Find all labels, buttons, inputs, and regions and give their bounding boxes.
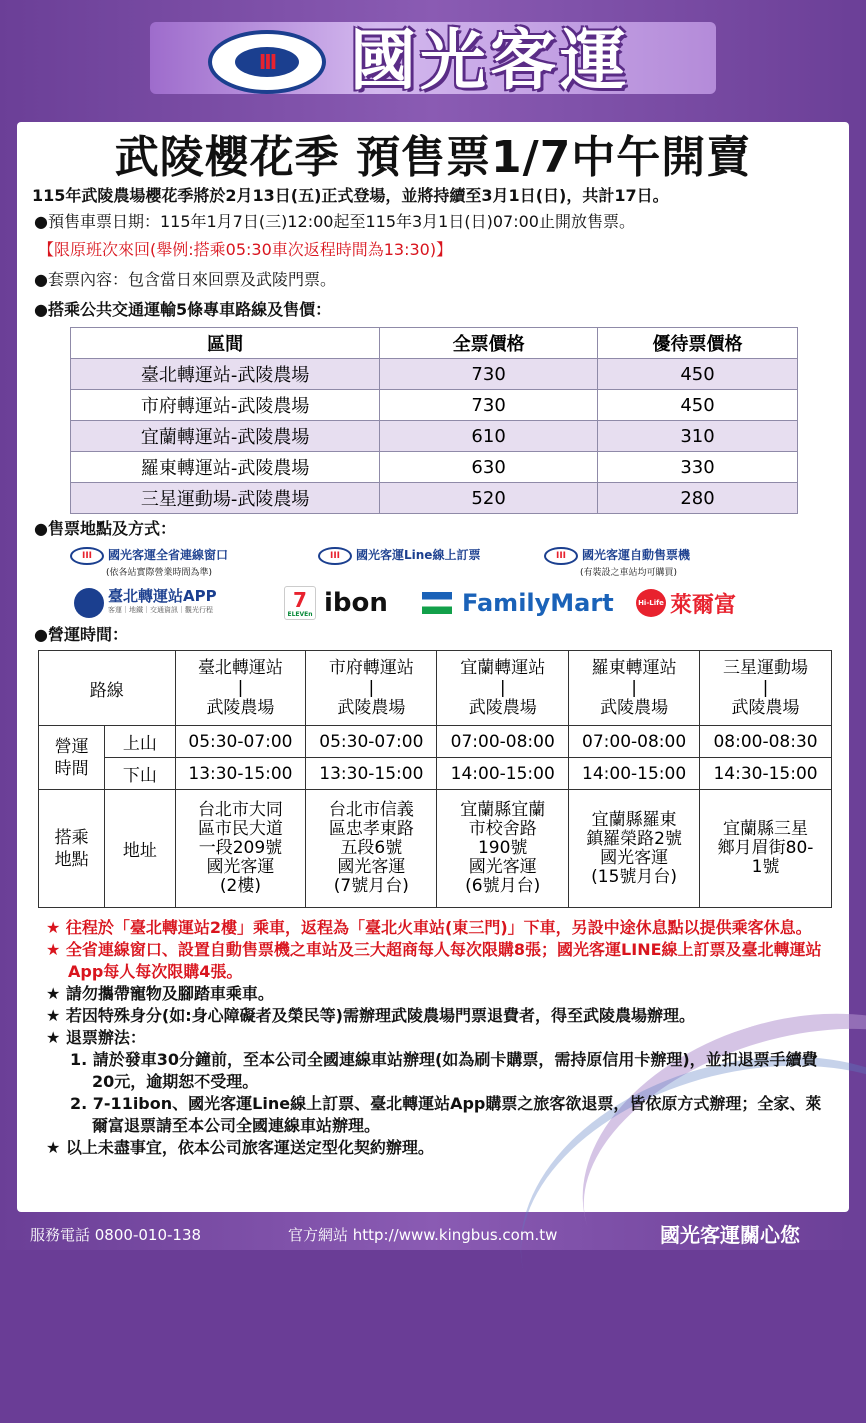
channel-label: 國光客運全省連線窗口 xyxy=(108,548,229,562)
routes-heading: ●搭乘公共交通運輸5條專車路線及售價： xyxy=(34,300,332,319)
kuo-kuang-mini-logo-icon: III xyxy=(544,547,578,565)
package-content: ●套票內容：包含當日來回票及武陵門票。 xyxy=(34,270,336,289)
seven-eleven-logo xyxy=(284,585,388,621)
brand-title: 國光客運 xyxy=(350,22,630,99)
discount-fare-cell: 280 xyxy=(598,483,798,514)
route-column-header xyxy=(700,651,832,726)
uphill-time: 05:30-07:00 xyxy=(306,726,437,758)
address-line: 鄉月眉街80- xyxy=(717,838,814,858)
route-origin: 臺北轉運站 xyxy=(197,658,283,678)
discount-fare-cell: 310 xyxy=(598,421,798,452)
full-fare-cell: 520 xyxy=(380,483,598,514)
table-header-row xyxy=(71,328,798,359)
route-separator: | xyxy=(368,678,375,698)
note-item: ★ 若因特殊身分(如:身心障礙者及榮民等)需辦理武陵農場門票退費者，得至武陵農場辦理。 xyxy=(46,1006,695,1025)
route-destination: 武陵農場 xyxy=(468,698,537,718)
seven-mark: 7 xyxy=(293,587,307,612)
route-cell: 臺北轉運站-武陵農場 xyxy=(71,359,380,390)
familymart-logo xyxy=(422,585,614,621)
route-cell: 市府轉運站-武陵農場 xyxy=(71,390,380,421)
schedule-table xyxy=(38,650,832,908)
discount-fare-cell: 330 xyxy=(598,452,798,483)
uphill-time: 07:00-08:00 xyxy=(569,726,700,758)
address-line: 五段6號 xyxy=(340,838,403,858)
app-name: 臺北轉運站APP xyxy=(108,587,217,605)
uphill-time: 08:00-08:30 xyxy=(700,726,832,758)
route-destination: 武陵農場 xyxy=(731,698,800,718)
route-origin: 市府轉運站 xyxy=(328,658,414,678)
full-fare-cell: 630 xyxy=(380,452,598,483)
familymart-name: FamilyMart xyxy=(462,589,614,617)
route-destination: 武陵農場 xyxy=(337,698,406,718)
address-cell xyxy=(175,790,306,908)
logo-mark: III xyxy=(235,47,299,77)
address-line: 宜蘭縣三星 xyxy=(723,819,809,839)
kuo-kuang-mini-logo-icon: III xyxy=(318,547,352,565)
channel-label: 國光客運Line線上訂票 xyxy=(356,548,481,562)
full-fare-cell: 610 xyxy=(380,421,598,452)
store-logos xyxy=(70,585,790,621)
route-separator: | xyxy=(631,678,637,698)
route-origin: 宜蘭轉運站 xyxy=(460,658,546,678)
stop-label xyxy=(39,790,105,908)
channel-kiosk xyxy=(544,546,690,578)
sales-channels xyxy=(70,546,830,580)
app-globe-icon xyxy=(74,588,104,618)
route-destination: 武陵農場 xyxy=(206,698,275,718)
sales-heading: ●售票地點及方式： xyxy=(34,519,176,538)
kuo-kuang-mini-logo-icon: III xyxy=(70,547,104,565)
address-cell xyxy=(569,790,700,908)
taipei-bus-station-app-logo xyxy=(74,585,217,621)
address-cell xyxy=(700,790,832,908)
restriction-note: 【限原班次來回(舉例:搭乘05:30車次返程時間為13:30)】 xyxy=(38,240,453,259)
uphill-label: 上山 xyxy=(105,726,175,758)
hilife-badge-icon: Hi-Life xyxy=(636,589,666,617)
note-item: ★ 往程於「臺北轉運站2樓」乘車，返程為「臺北火車站(東三門)」下車，另設中途休息點以提供乘客休息。 xyxy=(46,918,812,937)
official-website-link[interactable]: 官方網站 http://www.kingbus.com.tw xyxy=(288,1226,558,1244)
route-column-header xyxy=(175,651,306,726)
address-line: 國光客運 xyxy=(206,857,275,877)
route-cell: 三星運動場-武陵農場 xyxy=(71,483,380,514)
intro-text: 115年武陵農場櫻花季將於2月13日(五)正式登場，並將持續至3月1日(日)，共計17日。 xyxy=(32,186,669,205)
route-separator: | xyxy=(237,678,244,698)
downhill-time: 13:30-15:00 xyxy=(306,758,437,790)
note-item: ★ 以上未盡事宜，依本公司旅客運送定型化契約辦理。 xyxy=(46,1138,434,1157)
hilife-logo xyxy=(636,585,736,621)
downhill-time: 14:00-15:00 xyxy=(437,758,569,790)
address-line: 區市民大道 xyxy=(197,819,283,839)
discount-fare-cell: 450 xyxy=(598,359,798,390)
channel-counter xyxy=(70,546,228,578)
address-label: 地址 xyxy=(105,790,175,908)
channel-note: (依各站實際營業時間為準) xyxy=(106,567,213,578)
time-label xyxy=(39,726,105,790)
full-fare-cell: 730 xyxy=(380,390,598,421)
downhill-label: 下山 xyxy=(105,758,175,790)
address-line: 國光客運 xyxy=(600,847,669,868)
refund-step: 1. 請於發車30分鐘前，至本公司全國連線車站辦理(如為刷卡購票，需持原信用卡辦理)，並扣退票手續費20元，逾期恕不受理。 xyxy=(70,1050,818,1091)
full-fare-cell: 730 xyxy=(380,359,598,390)
time-label-line: 時間 xyxy=(54,758,89,779)
uphill-row xyxy=(39,726,832,758)
note-item: ★ 退票辦法： xyxy=(46,1028,146,1047)
footer-brand: 國光客運關心您 xyxy=(660,1223,800,1247)
hours-heading: ●營運時間： xyxy=(34,625,128,644)
familymart-stripes-icon xyxy=(422,592,452,614)
presale-dates: ●預售車票日期：115年1月7日(三)12:00起至115年3月1日(日)07:00止開放售票。 xyxy=(34,212,635,231)
downhill-time: 14:00-15:00 xyxy=(569,758,700,790)
address-line: 1號 xyxy=(751,857,780,877)
table-row xyxy=(71,359,798,390)
app-subtitle: 客運｜地鐵｜交通資訊｜觀光行程 xyxy=(108,606,213,614)
address-line: 宜蘭縣宜蘭 xyxy=(460,800,546,820)
discount-fare-cell: 450 xyxy=(598,390,798,421)
stop-label-line: 地點 xyxy=(54,849,89,870)
downhill-row xyxy=(39,758,832,790)
address-line: 區忠孝東路 xyxy=(328,819,414,839)
address-line: 市校舍路 xyxy=(468,819,537,839)
table-row xyxy=(71,390,798,421)
address-line: 國光客運 xyxy=(337,857,406,877)
channel-note: (有裝設之車站均可購買) xyxy=(580,567,678,578)
address-line: 鎮羅榮路2號 xyxy=(586,828,683,849)
route-separator: | xyxy=(762,678,769,698)
address-cell xyxy=(306,790,437,908)
column-header: 區間 xyxy=(71,328,380,359)
address-line: 190號 xyxy=(477,838,528,858)
uphill-time: 05:30-07:00 xyxy=(175,726,306,758)
column-header: 優待票價格 xyxy=(598,328,798,359)
kuo-kuang-logo-icon xyxy=(208,30,326,94)
ibon-logo: ibon xyxy=(324,588,388,618)
address-line: (2樓) xyxy=(219,876,261,896)
channel-line xyxy=(318,546,480,565)
pickup-row xyxy=(39,790,832,908)
address-line: 宜蘭縣羅東 xyxy=(591,809,677,830)
stop-label-line: 搭乘 xyxy=(54,827,89,848)
table-row xyxy=(71,452,798,483)
address-line: 台北市信義 xyxy=(328,800,414,820)
downhill-time: 13:30-15:00 xyxy=(175,758,306,790)
time-label-line: 營運 xyxy=(54,736,89,757)
table-row xyxy=(71,421,798,452)
downhill-time: 14:30-15:00 xyxy=(700,758,832,790)
route-header-row xyxy=(39,651,832,726)
route-cell: 宜蘭轉運站-武陵農場 xyxy=(71,421,380,452)
footer xyxy=(0,1220,866,1250)
address-line: 國光客運 xyxy=(468,857,537,877)
route-origin: 羅東轉運站 xyxy=(591,658,677,678)
price-table xyxy=(70,327,798,514)
route-label: 路線 xyxy=(39,651,176,726)
route-origin: 三星運動場 xyxy=(723,658,809,678)
route-column-header xyxy=(437,651,569,726)
channel-label: 國光客運自動售票機 xyxy=(582,548,691,562)
page-title: 武陵櫻花季 預售票1/7中午開賣 xyxy=(114,132,752,183)
service-phone: 服務電話 0800-010-138 xyxy=(30,1226,202,1244)
address-line: (6號月台) xyxy=(465,876,541,896)
address-line: (15號月台) xyxy=(591,866,678,887)
uphill-time: 07:00-08:00 xyxy=(437,726,569,758)
route-destination: 武陵農場 xyxy=(600,698,669,718)
route-column-header xyxy=(569,651,700,726)
address-line: 一段209號 xyxy=(198,838,283,858)
refund-step: 2. 7-11ibon、國光客運Line線上訂票、臺北轉運站App購票之旅客欲退票，皆依原方式辦理；全家、萊爾富退票請至本公司全國連線車站辦理。 xyxy=(70,1094,822,1135)
hilife-name: 萊爾富 xyxy=(670,592,737,618)
table-row xyxy=(71,483,798,514)
notes-section xyxy=(46,917,836,1159)
route-column-header xyxy=(306,651,437,726)
address-line: (7號月台) xyxy=(333,876,409,896)
column-header: 全票價格 xyxy=(380,328,598,359)
note-item: ★ 請勿攜帶寵物及腳踏車乘車。 xyxy=(46,984,274,1003)
route-cell: 羅東轉運站-武陵農場 xyxy=(71,452,380,483)
address-cell xyxy=(437,790,569,908)
note-item: ★ 全省連線窗口、設置自動售票機之車站及三大超商每人每次限購8張；國光客運LINE線上訂票及臺北轉運站App每人每次限購4張。 xyxy=(46,940,822,981)
seven-wordmark: ELEVEn xyxy=(287,610,313,618)
address-line: 台北市大同 xyxy=(197,800,283,820)
route-separator: | xyxy=(499,678,506,698)
